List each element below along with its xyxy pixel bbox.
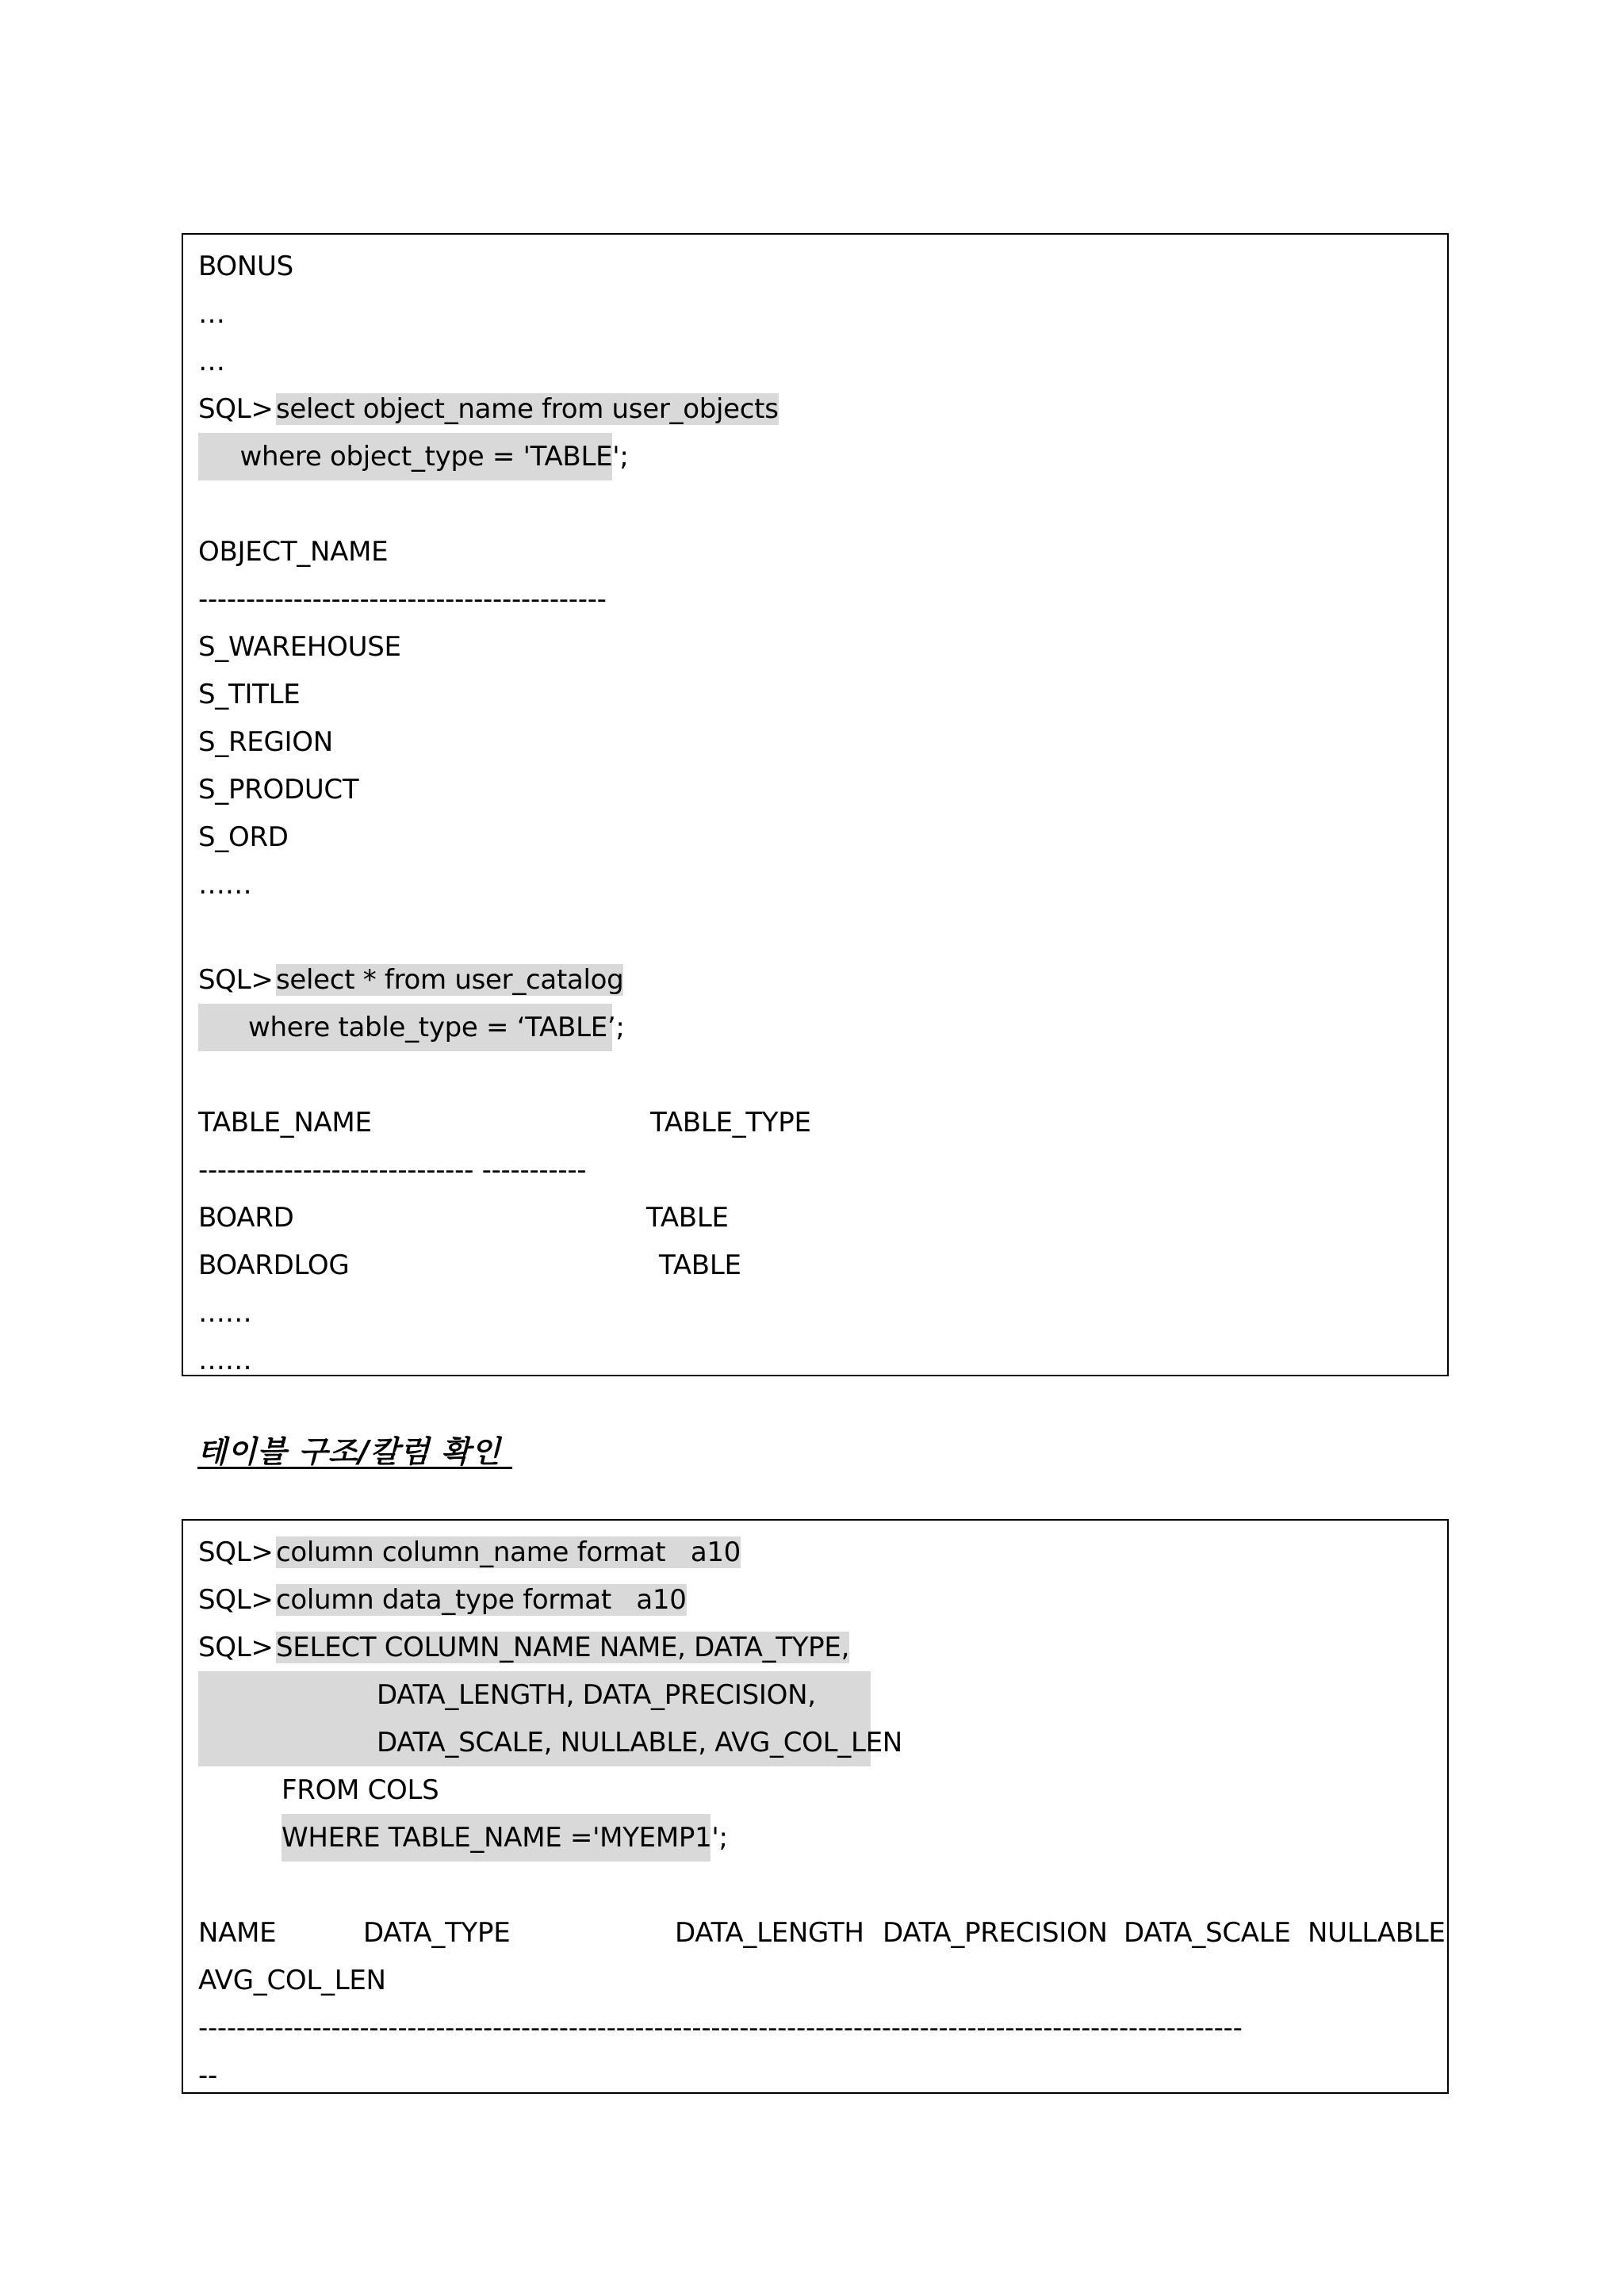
column-header: DATA_SCALE [1124, 1917, 1291, 1949]
sql-command: select object_name from user_objects [276, 393, 779, 425]
sql-command-continuation: DATA_LENGTH, DATA_PRECISION, [377, 1679, 816, 1711]
text-line: … [198, 346, 225, 377]
result-row: S_WAREHOUSE [198, 631, 401, 663]
result-row: S_ORD [198, 821, 289, 853]
column-header: DATA_PRECISION [883, 1917, 1108, 1949]
result-cell: TABLE [659, 1249, 741, 1281]
separator-line: ------------------------------------------- [198, 584, 607, 615]
sql-prompt: SQL> [198, 1632, 274, 1663]
sql-prompt: SQL> [198, 964, 274, 996]
sql-command-continuation: where object_type = 'TABLE'; [198, 441, 629, 473]
separator-line: -- [198, 2060, 217, 2091]
sql-command-continuation: where table_type = ‘TABLE’; [198, 1012, 625, 1043]
column-header: DATA_LENGTH [675, 1917, 864, 1949]
ellipsis: …… [198, 1297, 252, 1329]
ellipsis: …… [198, 869, 252, 901]
result-row: S_PRODUCT [198, 774, 359, 806]
sql-command: column data_type format a10 [276, 1584, 687, 1616]
result-cell: BOARDLOG [198, 1249, 350, 1281]
sql-command-continuation: FROM COLS [282, 1774, 439, 1806]
sql-output-box-1 [182, 233, 1449, 1376]
text-line: BONUS [198, 251, 293, 282]
sql-command-continuation: DATA_SCALE, NULLABLE, AVG_COL_LEN [377, 1727, 902, 1758]
result-row: S_REGION [198, 726, 333, 758]
section-heading: 테이블 구조/칼럼 확인 [197, 1434, 512, 1469]
result-row: S_TITLE [198, 679, 301, 710]
sql-command-continuation: WHERE TABLE_NAME ='MYEMP1'; [282, 1822, 728, 1854]
text-line: … [198, 298, 225, 330]
sql-prompt: SQL> [198, 393, 274, 425]
sql-command: select * from user_catalog [276, 964, 624, 996]
result-cell: TABLE [646, 1202, 729, 1234]
column-header-table-name: TABLE_NAME [198, 1107, 372, 1138]
column-header: DATA_TYPE [363, 1917, 511, 1949]
sql-prompt: SQL> [198, 1584, 274, 1616]
sql-output-box-2 [182, 1519, 1449, 2094]
separator-line: -------------------------------------------------------------------------------------------------------------- [198, 2012, 1243, 2044]
separator-line: ----------------------------- ----------- [198, 1154, 587, 1186]
column-header: OBJECT_NAME [198, 536, 389, 568]
column-header: AVG_COL_LEN [198, 1965, 386, 1996]
sql-prompt: SQL> [198, 1536, 274, 1568]
result-cell: BOARD [198, 1202, 294, 1234]
column-header: NULLABLE [1308, 1917, 1446, 1949]
sql-command: SELECT COLUMN_NAME NAME, DATA_TYPE, [276, 1632, 850, 1663]
column-header-table-type: TABLE_TYPE [650, 1107, 811, 1138]
column-header: NAME [198, 1917, 277, 1949]
sql-command: column column_name format a10 [276, 1536, 741, 1568]
ellipsis: …… [198, 1345, 252, 1376]
